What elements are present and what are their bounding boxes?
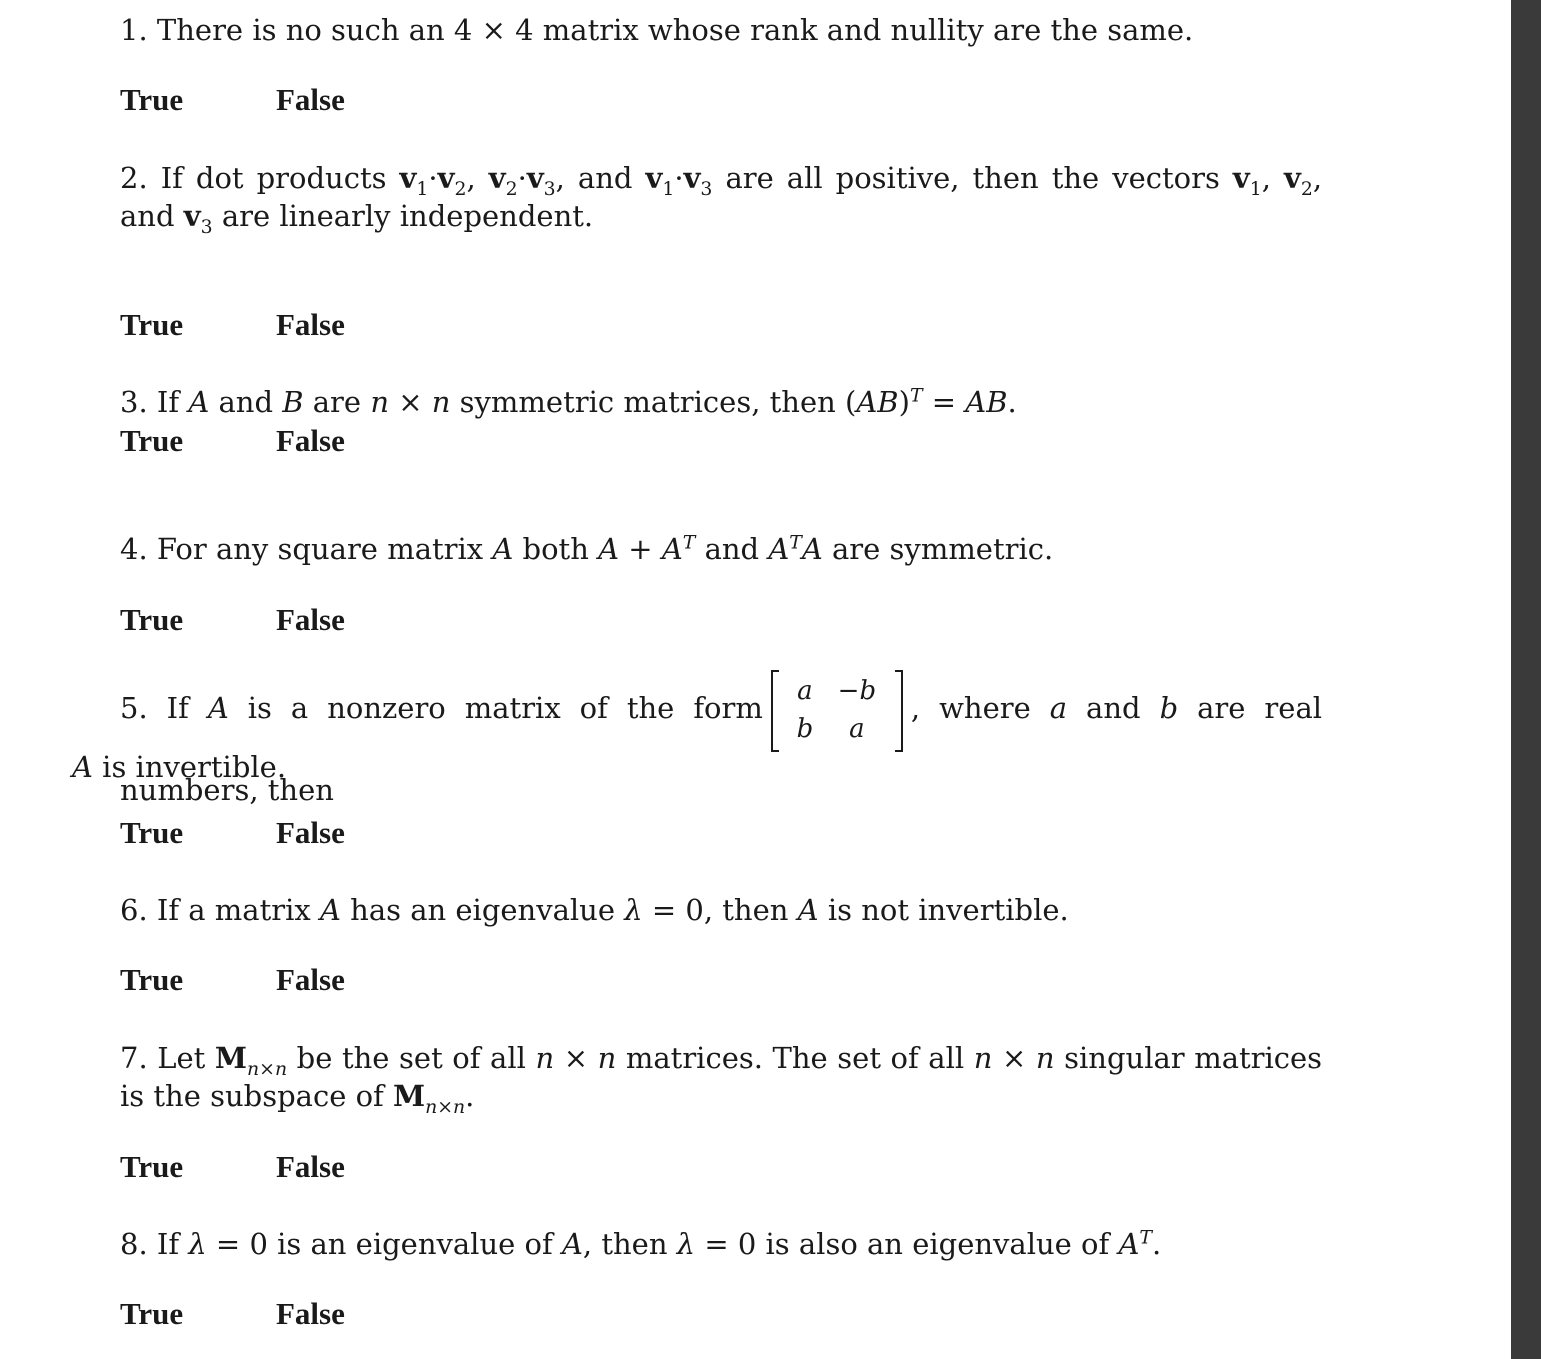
question-text: are linearly independent. — [221, 199, 594, 233]
answer-options-1 — [120, 82, 345, 118]
question-text: , where — [910, 691, 1031, 725]
question-text: Let — [157, 1041, 206, 1075]
question-number: 5. — [120, 691, 148, 725]
question-text: are real numbers, then — [120, 691, 1323, 807]
false-option[interactable]: False — [276, 82, 345, 117]
question-4: 4. For any square matrix A both $A + A^T$ and $A^TA$ are symmetric. — [120, 532, 1054, 566]
question-number: 7. — [120, 1041, 148, 1075]
question-text: , then — [582, 1227, 668, 1261]
answer-options-5 — [120, 815, 345, 851]
true-option[interactable]: True — [120, 423, 184, 458]
question-number: 8. — [120, 1227, 148, 1261]
question-text: If — [156, 385, 180, 419]
true-option[interactable]: True — [120, 307, 184, 342]
question-5: 5. If A is a nonzero matrix of the form a −b b a , where a and b are real numbers, then A is invertible. — [72, 668, 1322, 786]
question-number: 3. — [120, 385, 148, 419]
question-6: 6. If a matrix A has an eigenvalue λ = 0, then A is not invertible. — [120, 893, 1069, 927]
false-option[interactable]: False — [276, 602, 345, 637]
false-option[interactable]: False — [276, 962, 345, 997]
right-bracket — [895, 670, 903, 752]
question-text: , then — [703, 893, 789, 927]
answer-options-6 — [120, 962, 345, 998]
question-text: If a matrix — [156, 893, 311, 927]
matrix-cell: −b — [837, 676, 877, 706]
left-bracket — [771, 670, 779, 752]
question-3: 3. If A and B are n × n symmetric matrices, then (AB)$^T$ = AB. — [120, 385, 1017, 419]
true-option[interactable]: True — [120, 815, 184, 850]
true-option[interactable]: True — [120, 82, 184, 117]
matrix-cell: b — [796, 714, 814, 744]
true-option[interactable]: True — [120, 602, 184, 637]
question-text: symmetric matrices, then — [459, 385, 836, 419]
question-7: 7. Let $M_{n\times n}$ be the set of all n × n matrices. The set of all n × n singular matrices is the subspace of $M_{n\times n}$. — [120, 1041, 1323, 1118]
false-option[interactable]: False — [276, 1149, 345, 1184]
answer-options-8 — [120, 1296, 345, 1332]
answer-options-7 — [120, 1149, 345, 1185]
true-option[interactable]: True — [120, 962, 184, 997]
question-text: There is no such an 4 × 4 matrix whose rank and nullity are the same. — [156, 13, 1194, 47]
question-2: 2. If dot products $v_1\cdot v_2$, $v_2\cdot v_3$, and $v_1\cdot v_3$ are all positive, then the vectors $v_1$, $v_2$, and $v_3$ are linearly independent. — [120, 161, 1323, 238]
true-option[interactable]: True — [120, 1296, 184, 1331]
question-text: matrices. The set of all — [625, 1041, 965, 1075]
false-option[interactable]: False — [276, 307, 345, 342]
question-number: 1. — [120, 13, 148, 47]
question-text: and — [120, 199, 175, 233]
false-option[interactable]: False — [276, 423, 345, 458]
question-text: is invertible. — [102, 750, 287, 784]
question-text: If — [166, 691, 189, 725]
question-text: are — [312, 385, 362, 419]
answer-options-3 — [120, 423, 345, 459]
matrix-2x2 — [771, 670, 903, 750]
question-text: For any square matrix — [156, 532, 484, 566]
question-text: has an eigenvalue — [350, 893, 616, 927]
vertical-scrollbar[interactable] — [1511, 0, 1541, 1359]
question-text: be the set of all — [296, 1041, 526, 1075]
true-option[interactable]: True — [120, 1149, 184, 1184]
question-text: is a nonzero matrix of the form — [247, 691, 763, 725]
question-text: and — [1086, 691, 1141, 725]
question-8: 8. If λ = 0 is an eigenvalue of A, then λ = 0 is also an eigenvalue of $A^T$. — [120, 1227, 1162, 1261]
question-text: both — [522, 532, 589, 566]
question-text: is also an eigenvalue of — [765, 1227, 1110, 1261]
false-option[interactable]: False — [276, 1296, 345, 1331]
question-text: singular matrices is the subspace of — [120, 1041, 1323, 1113]
matrix-cell: a — [849, 714, 865, 744]
question-text: is an eigenvalue of — [277, 1227, 553, 1261]
question-text: and — [704, 532, 760, 566]
question-text: If dot products — [160, 161, 387, 195]
question-text: If — [156, 1227, 180, 1261]
question-text: are all positive, then the vectors — [725, 161, 1220, 195]
question-text: are symmetric. — [832, 532, 1054, 566]
question-1 — [72, 11, 1322, 49]
question-number: 6. — [120, 893, 148, 927]
question-number: 4. — [120, 532, 148, 566]
question-text: is not invertible. — [827, 893, 1069, 927]
matrix-cell: a — [797, 676, 813, 706]
question-text: and — [577, 161, 633, 195]
answer-options-2 — [120, 307, 345, 343]
false-option[interactable]: False — [276, 815, 345, 850]
question-number: 2. — [120, 161, 148, 195]
answer-options-4 — [120, 602, 345, 638]
question-text: and — [218, 385, 274, 419]
